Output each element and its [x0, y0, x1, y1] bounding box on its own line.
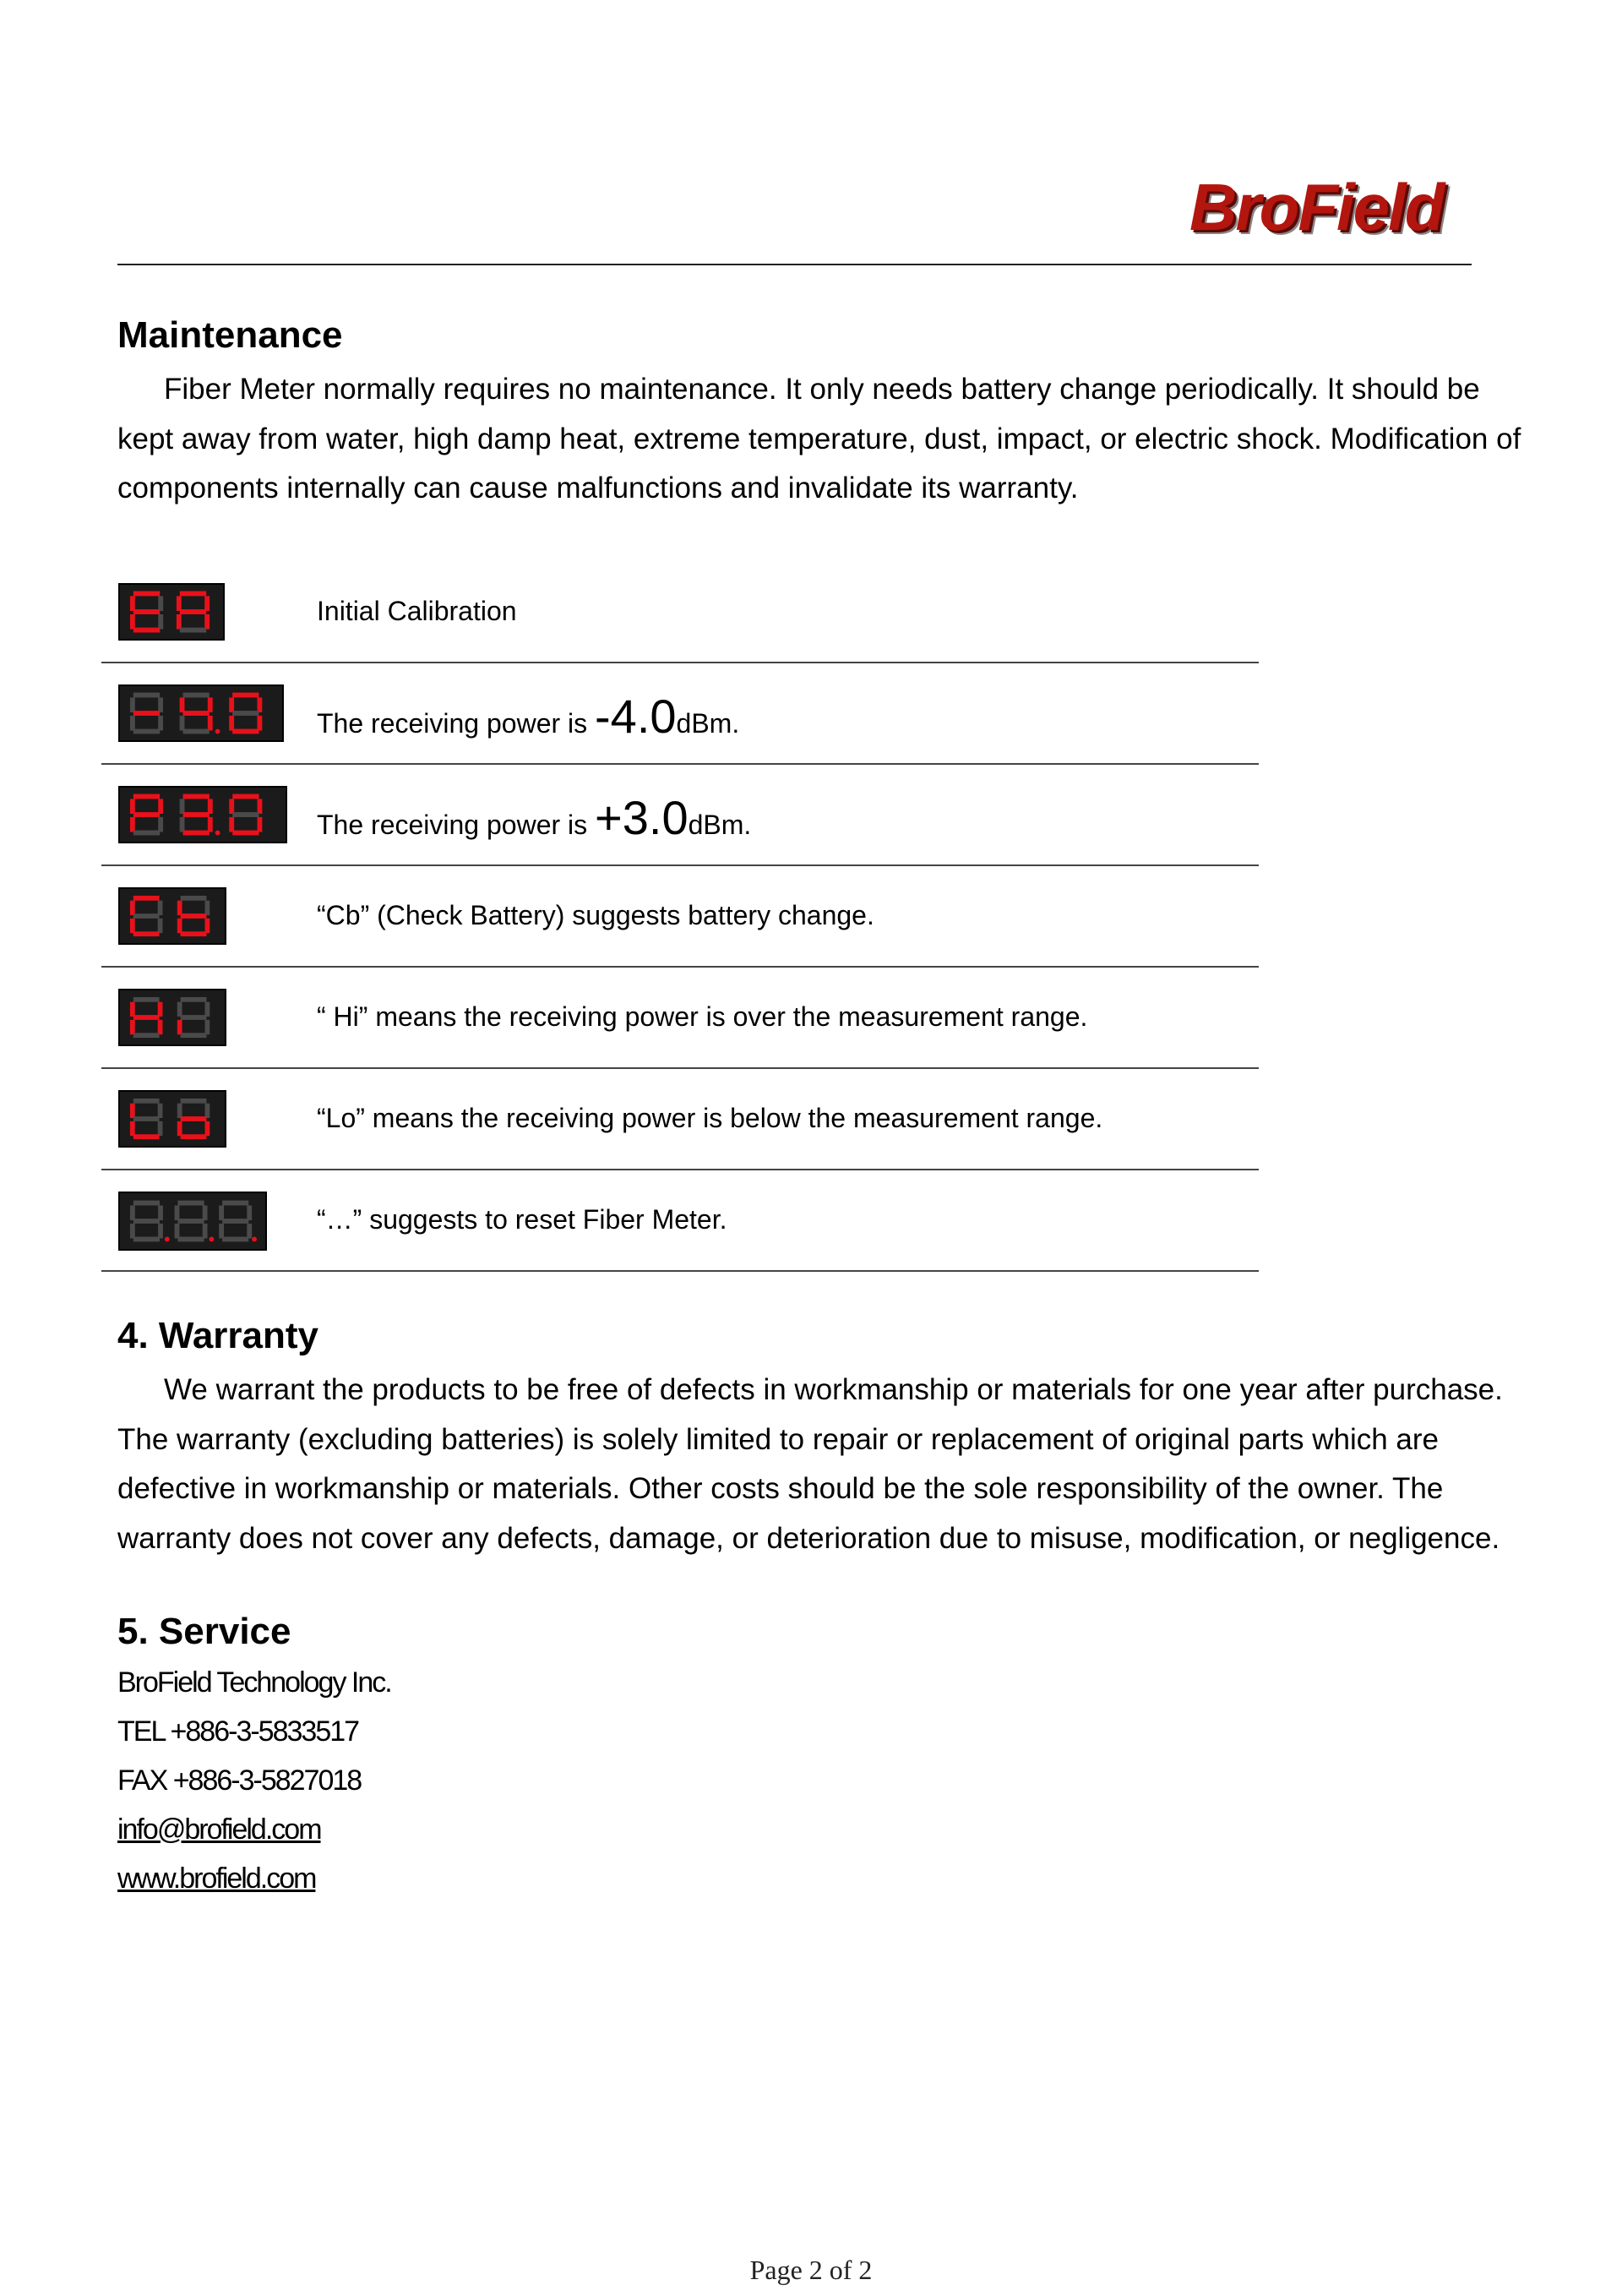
- maintenance-body: Fiber Meter normally requires no maintenance. It only needs battery change periodically. It should be kept away from water, high damp heat, extreme temperature, dust, impact, or electric shock. Modification of components internally can cause malfunctions and invalidate its warranty.: [117, 373, 1521, 504]
- seven-segment-icon: [128, 1094, 216, 1143]
- seven-segment-icon: [128, 587, 215, 636]
- row-prefix: The receiving power is: [317, 810, 596, 840]
- power-value: +3.0: [595, 791, 689, 844]
- lcd-display-icon: [118, 989, 226, 1046]
- lcd-display-icon: [118, 1192, 267, 1251]
- maintenance-heading: Maintenance: [117, 314, 343, 356]
- row-description: “…” suggests to reset Fiber Meter.: [317, 1204, 727, 1235]
- table-row: [101, 1170, 1259, 1272]
- website-link[interactable]: www.brofield.com: [117, 1862, 316, 1895]
- lcd-display-icon: [118, 887, 226, 945]
- lcd-display-icon: [118, 583, 225, 641]
- warranty-body: We warrant the products to be free of defects in workmanship or materials for one year after purchase. The warranty (excluding batteries) is solely limited to repair or replacement of original parts which are defective in workmanship or materials. Other costs should be the sole responsibility of the owner. The warranty does not cover any defects, damage, or deterioration due to misuse, modification, or negligence.: [117, 1373, 1503, 1555]
- table-row: [101, 968, 1259, 1069]
- power-value: -4.0: [595, 690, 677, 743]
- row-description: Initial Calibration: [317, 596, 517, 626]
- display-code-table: [101, 562, 1259, 1272]
- page-number: Page 2 of 2: [749, 2255, 873, 2285]
- seven-segment-icon: [128, 790, 277, 839]
- row-description: [317, 790, 751, 845]
- table-row: [101, 765, 1259, 866]
- power-unit: dBm.: [688, 810, 752, 840]
- telephone: TEL +886-3-5833517: [117, 1715, 359, 1748]
- warranty-heading: 4. Warranty: [117, 1315, 319, 1356]
- table-row: [101, 663, 1259, 765]
- table-row: [101, 1069, 1259, 1170]
- seven-segment-icon: [128, 892, 216, 941]
- lcd-display-icon: [118, 1090, 226, 1148]
- service-heading: 5. Service: [117, 1611, 291, 1652]
- lcd-display-icon: [118, 684, 284, 742]
- email-link[interactable]: info@brofield.com: [117, 1813, 321, 1846]
- warranty-paragraph: [117, 1366, 1537, 1563]
- power-unit: dBm.: [676, 708, 740, 739]
- table-row: [101, 866, 1259, 968]
- brofield-logo: BroField: [1189, 170, 1444, 244]
- company-name: BroField Technology Inc.: [117, 1666, 391, 1699]
- table-row: [101, 562, 1259, 663]
- row-description: “ Hi” means the receiving power is over the measurement range.: [317, 1001, 1088, 1032]
- header-divider: [117, 264, 1472, 265]
- lcd-display-icon: [118, 786, 287, 843]
- row-description: “Cb” (Check Battery) suggests battery change.: [317, 900, 874, 930]
- row-prefix: The receiving power is: [317, 708, 596, 739]
- seven-segment-icon: [128, 993, 216, 1042]
- fax: FAX +886-3-5827018: [117, 1764, 362, 1797]
- maintenance-paragraph: [117, 365, 1537, 514]
- seven-segment-icon: [128, 1197, 257, 1246]
- row-description: “Lo” means the receiving power is below the measurement range.: [317, 1103, 1103, 1133]
- seven-segment-icon: [128, 689, 274, 738]
- row-description: [317, 689, 739, 744]
